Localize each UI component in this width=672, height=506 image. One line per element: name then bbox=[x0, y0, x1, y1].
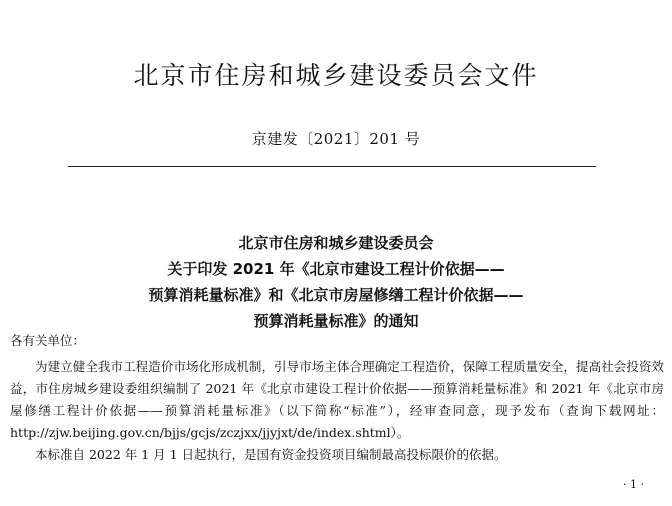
notice-title-line: 预算消耗量标准》的通知 bbox=[253, 312, 419, 330]
body-paragraph: 本标准自 2022 年 1 月 1 日起执行，是国有资金投资项目编制最高投标限价的依据。 bbox=[35, 447, 507, 462]
page-number: · 1 · bbox=[623, 478, 644, 491]
header-divider bbox=[68, 166, 596, 167]
body-paragraph: 为建立健全我市工程造价市场化形成机制，引导市场主体合理确定工程造价，保障工程质量安全，提高社会投资效益，市住房城乡建设委组织编制了 2021 年《北京市建设工程计价依据——预算消耗量标准》和 2021 年《北京市房屋修缮工程计价依据——预算消耗量标准》（以下简称“标准”），经审查同意，现予发布（查询下载网址：http://zjw.beijing.gov.cn/bjjs/gcjs/zczjxx/jjyjxt/de/index.shtml）。 bbox=[10, 359, 664, 440]
notice-title-line: 北京市住房和城乡建设委员会 bbox=[238, 234, 434, 252]
notice-title-line: 关于印发 2021 年《北京市建设工程计价依据—— bbox=[167, 260, 505, 278]
notice-title-line: 预算消耗量标准》和《北京市房屋修缮工程计价依据—— bbox=[148, 286, 524, 304]
salutation: 各有关单位： bbox=[10, 333, 86, 348]
notice-title bbox=[0, 230, 672, 334]
document-number: 京建发〔2021〕201 号 bbox=[251, 130, 421, 148]
body-text bbox=[10, 356, 664, 466]
document-header-title: 北京市住房和城乡建设委员会文件 bbox=[133, 61, 539, 90]
